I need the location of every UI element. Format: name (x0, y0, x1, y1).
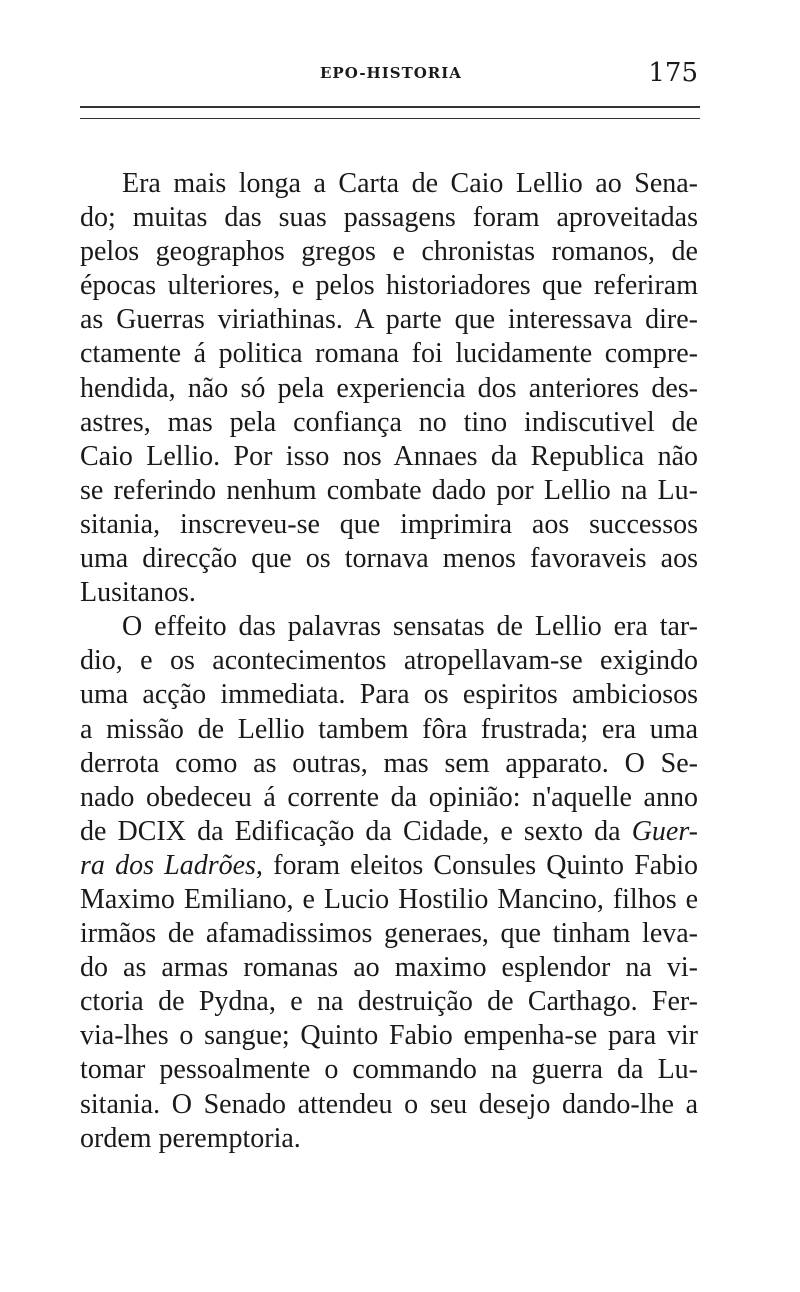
text-line: ctamente á politica romana foi lucidamente compre- (80, 338, 698, 370)
text-line: ctoria de Pydna, e na destruição de Carthago. Fer- (80, 986, 698, 1018)
text-line: pelos geographos gregos e chronistas romanos, de (80, 236, 698, 268)
italic-text: ra dos Ladrões, (80, 849, 263, 881)
text-line: dio, e os acontecimentos atropellavam-se exigindo (80, 645, 698, 677)
text-line: irmãos de afamadissimos generaes, que tinham leva- (80, 918, 698, 950)
text-line: nado obedeceu á corrente da opinião: n'aquelle anno (80, 781, 698, 813)
body-text (80, 167, 698, 1156)
text-line: Lusitanos. (80, 577, 196, 609)
text-line: tomar pessoalmente o commando na guerra da Lu- (80, 1054, 698, 1086)
header-rule-thin (80, 118, 700, 119)
text-line: uma acção immediata. Para os espiritos ambiciosos (80, 679, 698, 711)
text-line: se referindo nenhum combate dado por Lellio na Lu- (80, 474, 698, 506)
text-fragment: foram eleitos Consules Quinto Fabio (273, 849, 699, 881)
text-line: ordem peremptoria. (80, 1122, 301, 1154)
text-fragment: de DCIX da Edificação da Cidade, e sexto da (80, 815, 621, 847)
text-line: O effeito das palavras sensatas de Lellio era tar- (122, 611, 698, 643)
text-line: sitania. O Senado attendeu o seu desejo dando-lhe a (80, 1088, 698, 1120)
text-line: do; muitas das suas passagens foram aproveitadas (80, 202, 698, 234)
text-line: Maximo Emiliano, e Lucio Hostilio Mancino, filhos e (80, 883, 698, 915)
page-header (80, 58, 700, 94)
text-line: Era mais longa a Carta de Caio Lellio ao Sena- (122, 168, 698, 199)
text-line: épocas ulteriores, e pelos historiadores que referiram (80, 270, 698, 302)
page-number: 175 (648, 58, 698, 88)
text-line: derrota como as outras, mas sem apparato. O Se- (80, 747, 698, 779)
header-rule (80, 106, 700, 108)
text-line: as Guerras viriathinas. A parte que interessava dire- (80, 304, 698, 336)
text-line: sitania, inscreveu-se que imprimira aos successos (80, 508, 698, 540)
text-line: a missão de Lellio tambem fôra frustrada; era uma (80, 713, 698, 745)
text-line: via-lhes o sangue; Quinto Fabio empenha-se para vir (80, 1020, 698, 1052)
text-line-mixed (80, 849, 698, 883)
text-line: hendida, não só pela experiencia dos anteriores des- (80, 372, 698, 404)
italic-text: Guer- (631, 815, 698, 847)
text-line: Caio Lellio. Por isso nos Annaes da Republica não (80, 440, 698, 472)
text-line: do as armas romanas ao maximo esplendor na vi- (80, 952, 698, 984)
text-line: astres, mas pela confiança no tino indiscutivel de (80, 406, 698, 438)
text-line-mixed (80, 815, 698, 849)
running-title: EPO-HISTORIA (320, 64, 462, 82)
text-line: uma direcção que os tornava menos favoraveis aos (80, 543, 698, 575)
